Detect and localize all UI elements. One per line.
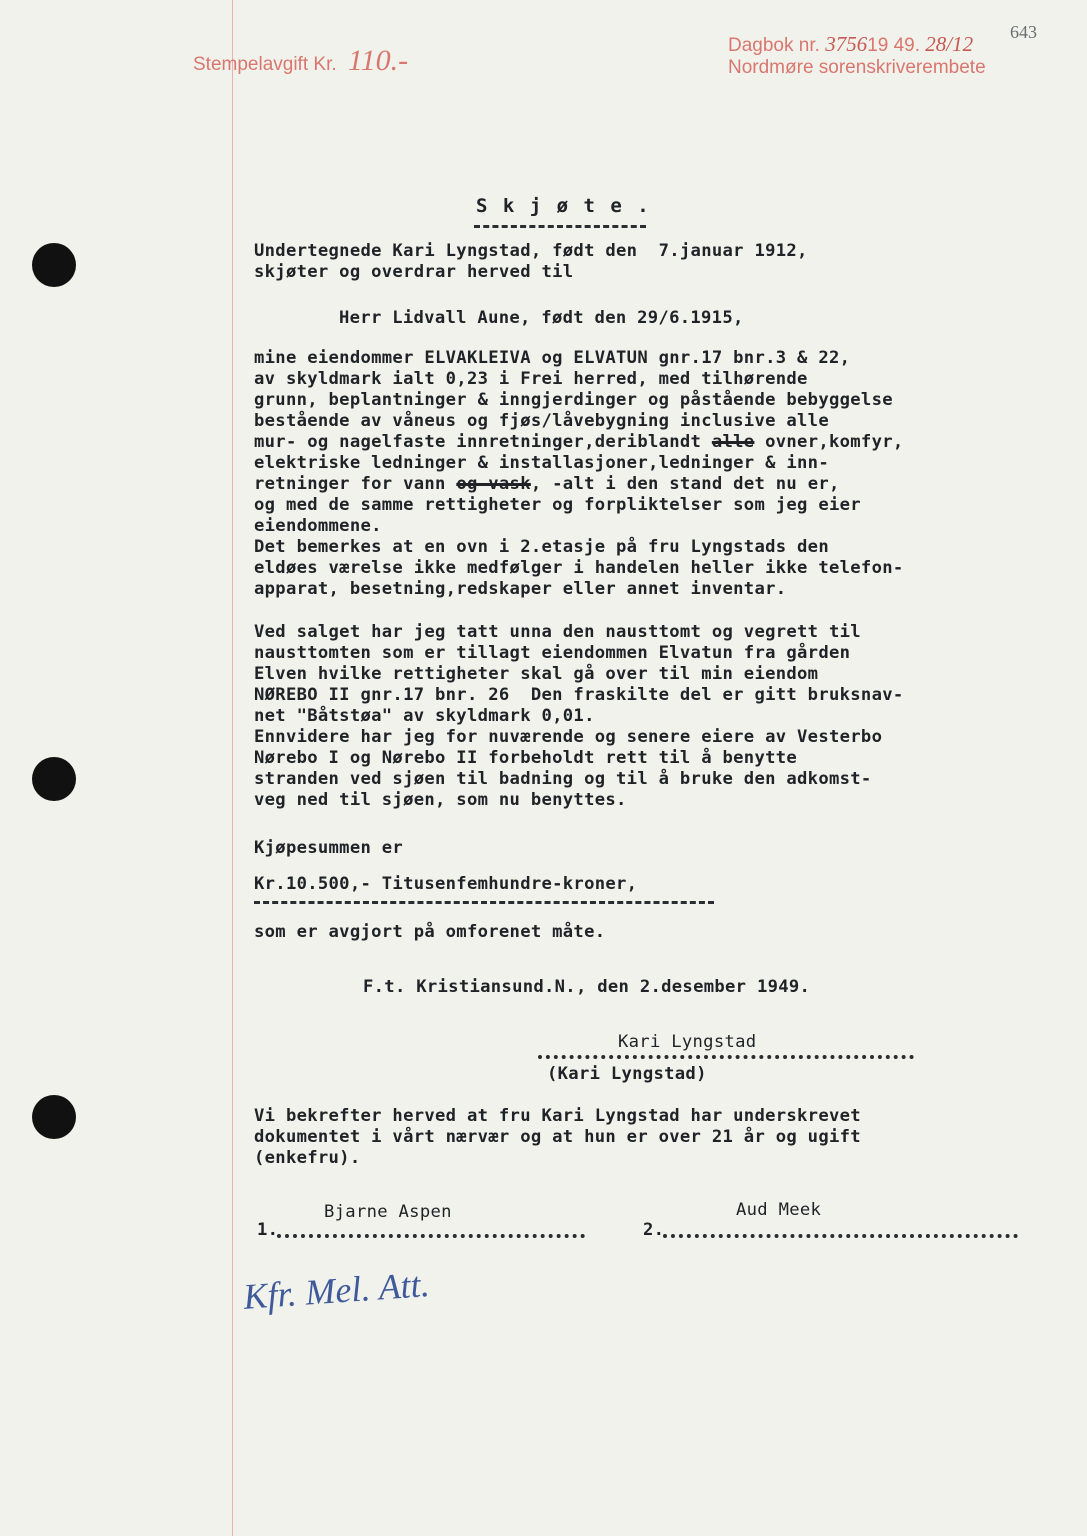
stamp-journal-year: 19 49. — [867, 35, 921, 56]
para2-line4: bestående av våneus og fjøs/låvebygning inclusive alle — [254, 411, 829, 431]
para3-line3: Elven hvilke rettigheter skal gå over til min eiendom — [254, 664, 819, 684]
stamp-fee-amount: 110.- — [347, 44, 409, 77]
witness-line3: (enkefru). — [254, 1148, 361, 1168]
para2-line12: apparat, besetning,redskaper eller annet inventar. — [254, 579, 787, 599]
stamp-fee-label — [193, 44, 408, 78]
para2-line10: Det bemerkes at en ovn i 2.etasje på fru Lyngstads den — [254, 537, 829, 557]
punch-hole-top — [32, 243, 76, 287]
witness2-number: 2. — [643, 1220, 665, 1240]
para3-line4: NØREBO II gnr.17 bnr. 26 Den fraskilte del er gitt bruksnav- — [254, 685, 904, 705]
punch-hole-bottom — [32, 1095, 76, 1139]
para2-line7 — [254, 474, 840, 496]
para3-line9: veg ned til sjøen, som nu benyttes. — [254, 790, 627, 810]
para3-line2: nausttomten som er tillagt eiendommen Elvatun fra gården — [254, 643, 851, 663]
struck-words-og-vask: og vask — [456, 474, 531, 494]
witness-line2: dokumentet i vårt nærvær og at hun er over 21 år og ugift — [254, 1127, 861, 1147]
para3-line7: Nørebo I og Nørebo II forbeholdt rett til å benytte — [254, 748, 798, 768]
para2-line5-text: mur- og nagelfaste innretninger,deriblandt — [254, 432, 712, 452]
para2-line7-tail: , -alt i den stand det nu er, — [530, 474, 840, 494]
struck-word-alle: alle — [711, 432, 755, 452]
para2-line7-text: retninger for vann — [254, 474, 457, 494]
para2-line11: eldøes værelse ikke medfølger i handelen heller ikke telefon- — [254, 558, 904, 578]
stamp-journal-number: 3756 — [825, 32, 868, 56]
page-number: 643 — [1010, 22, 1037, 42]
witness1-signature: Bjarne Aspen — [324, 1202, 452, 1222]
handwritten-note: Kfr. Mel. Att. — [242, 1263, 431, 1317]
witness-line1: Vi bekrefter herved at fru Kari Lyngstad har underskrevet — [254, 1106, 861, 1126]
margin-line — [232, 0, 233, 1536]
para2-line8: og med de samme rettigheter og forpliktelser som jeg eier — [254, 495, 861, 515]
para3-line5: net "Båtstøa" av skyldmark 0,01. — [254, 706, 595, 726]
title-underline — [474, 225, 646, 228]
para2-line5-tail: ovner,komfyr, — [754, 432, 904, 452]
para2-line2: av skyldmark ialt 0,23 i Frei herred, med tilhørende — [254, 369, 808, 389]
para2-line3: grunn, beplantninger & inngjerdinger og påstående bebyggelse — [254, 390, 893, 410]
signer-printed-name: (Kari Lyngstad) — [547, 1064, 707, 1084]
place-date: F.t. Kristiansund.N., den 2.desember 1949. — [363, 977, 811, 997]
para2-line5 — [254, 432, 904, 454]
price-value: Kr.10.500,- Titusenfemhundre-kroner, — [254, 874, 638, 894]
stamp-journal-label: Dagbok nr. — [728, 35, 820, 56]
para1-line2: skjøter og overdrar herved til — [254, 262, 574, 282]
buyer-line: Herr Lidvall Aune, født den 29/6.1915, — [339, 308, 744, 328]
para2-line1: mine eiendommer ELVAKLEIVA og ELVATUN gnr.17 bnr.3 & 22, — [254, 348, 851, 368]
document-title: S k j ø t e . — [476, 195, 651, 217]
stamp-journal-date: 28/12 — [925, 32, 974, 56]
punch-hole-middle — [32, 757, 76, 801]
signer-signature: Kari Lyngstad — [618, 1032, 757, 1052]
price-note: som er avgjort på omforenet måte. — [254, 922, 606, 942]
price-label: Kjøpesummen er — [254, 838, 404, 858]
stamp-journal-line1 — [728, 32, 973, 57]
para1-line1: Undertegnede Kari Lyngstad, født den 7.januar 1912, — [254, 241, 808, 261]
para2-line6: elektriske ledninger & installasjoner,ledninger & inn- — [254, 453, 829, 473]
witness2-signature: Aud Meek — [736, 1200, 822, 1220]
para3-line1: Ved salget har jeg tatt unna den nausttomt og vegrett til — [254, 622, 861, 642]
stamp-fee-text: Stempelavgift Kr. — [193, 54, 337, 75]
para3-line8: stranden ved sjøen til badning og til å bruke den adkomst- — [254, 769, 872, 789]
witness1-dotted-line — [277, 1234, 585, 1238]
signature-dotted-line — [538, 1055, 914, 1059]
witness1-number: 1. — [257, 1220, 279, 1240]
para3-line6: Ennvidere har jeg for nuværende og senere eiere av Vesterbo — [254, 727, 883, 747]
para2-line9: eiendommene. — [254, 516, 382, 536]
witness2-dotted-line — [663, 1234, 1018, 1238]
stamp-office-name: Nordmøre sorenskriverembete — [728, 57, 986, 78]
price-underline — [254, 901, 714, 904]
